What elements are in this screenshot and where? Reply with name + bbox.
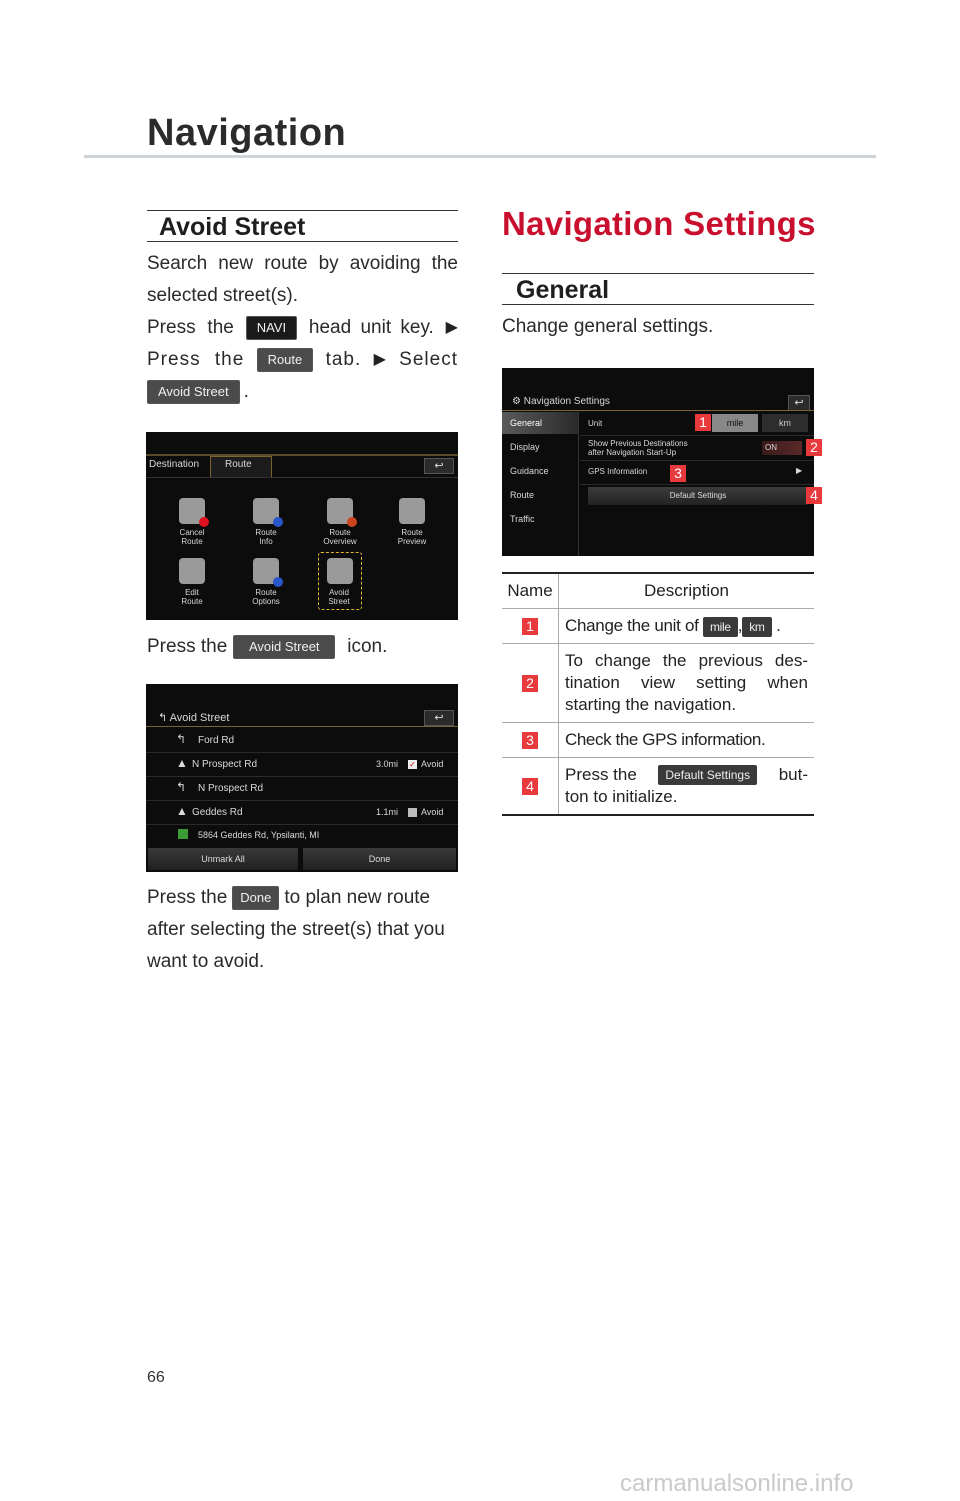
destination-address: 5864 Geddes Rd, Ypsilanti, MI <box>198 830 320 840</box>
row-text: To change the previous des- <box>565 651 808 670</box>
step-text: to plan new route <box>284 887 431 908</box>
avoid-street-icon <box>327 558 353 584</box>
km-button: km <box>742 617 771 637</box>
settings-screenshot <box>502 368 814 556</box>
menu-item-route: Route <box>510 490 535 500</box>
row-text: . <box>776 616 781 635</box>
step-done <box>147 882 430 914</box>
mile-button: mile <box>703 617 738 637</box>
menu-item-traffic: Traffic <box>510 514 535 524</box>
done-button: Done <box>303 848 456 870</box>
page-number: 66 <box>147 1369 165 1386</box>
tab-destination: Destination <box>149 459 200 470</box>
route-menu-screenshot <box>146 432 458 620</box>
route-tab-button: Route <box>257 348 314 372</box>
edit-route-icon <box>179 558 205 584</box>
step-text: Press the <box>147 636 228 657</box>
callout-2: 2 <box>806 439 822 456</box>
divider <box>146 824 458 825</box>
cancel-route-icon <box>179 498 205 524</box>
step-text: . <box>243 381 249 402</box>
turn-left-icon: ↰ <box>176 732 187 746</box>
step-text: Press the <box>147 887 228 908</box>
checkbox-checked-icon: ✓ <box>409 760 416 769</box>
avoid-label: Avoid <box>421 807 444 817</box>
gps-label: GPS Information <box>588 467 648 476</box>
street-name: Ford Rd <box>198 735 235 746</box>
navi-key-button: NAVI <box>246 316 297 340</box>
route-options-label: Route Options <box>252 588 280 606</box>
edit-route-label: Edit Route <box>181 588 203 606</box>
done-button: Done <box>232 886 279 910</box>
street-name: N Prospect Rd <box>192 759 258 770</box>
row-number: 2 <box>522 675 538 692</box>
road-icon: ▲ <box>176 804 188 818</box>
settings-table <box>502 572 814 816</box>
divider <box>146 752 458 753</box>
col-description-header: Description <box>559 573 815 609</box>
divider <box>146 800 458 801</box>
route-preview-label: Route Preview <box>397 528 427 546</box>
destination-flag-icon <box>178 829 188 839</box>
intro-line-2: selected street(s). <box>147 285 298 306</box>
intro-line-1: Search new route by avoiding the <box>147 253 458 274</box>
title-divider <box>84 155 876 158</box>
step-press-icon <box>147 631 387 663</box>
back-icon: ↩ <box>424 458 454 474</box>
row-text: ton to initialize. <box>565 787 678 806</box>
done-line-2: after selecting the street(s) that you <box>147 919 445 940</box>
row-text: Check the GPS information. <box>559 723 815 758</box>
back-icon: ↩ <box>424 710 454 726</box>
page-title: Navigation <box>147 112 347 154</box>
row-number: 4 <box>522 778 538 795</box>
turn-left-icon: ↰ <box>176 780 187 794</box>
step-avoid <box>147 376 249 408</box>
settings-title: ⚙ Navigation Settings <box>512 396 610 407</box>
chevron-right-icon: ▶ <box>796 466 803 475</box>
route-info-label: Route Info <box>255 528 277 546</box>
street-distance: 3.0mi <box>376 759 399 769</box>
table-row <box>502 723 814 758</box>
avoid-street-list-screenshot <box>146 684 458 872</box>
street-distance: 1.1mi <box>376 807 399 817</box>
road-icon: ▲ <box>176 756 188 770</box>
step-text: tab. <box>325 349 362 370</box>
back-icon: ↩ <box>788 395 810 411</box>
route-options-icon <box>253 558 279 584</box>
avoid-street-heading: Avoid Street <box>147 210 458 242</box>
row-text: , <box>737 616 743 635</box>
tab-route: Route <box>225 459 252 470</box>
divider <box>146 726 458 727</box>
route-info-icon <box>253 498 279 524</box>
callout-4: 4 <box>806 487 822 504</box>
step-route <box>147 344 458 376</box>
row-text: Press the <box>565 765 637 784</box>
general-heading: General <box>502 273 814 305</box>
default-settings-button: Default Settings <box>588 487 808 505</box>
avoid-street-label: Avoid Street <box>328 588 350 606</box>
mile-button: mile <box>712 414 758 432</box>
avoid-screen-title: ↰ Avoid Street <box>158 712 230 724</box>
step-text: head unit key. <box>308 317 434 338</box>
table-row <box>502 609 814 644</box>
step-text: Press the <box>147 349 245 370</box>
step-navi <box>147 312 458 344</box>
default-settings-button: Default Settings <box>658 765 757 785</box>
step-text: Select <box>399 349 458 370</box>
step-text: the <box>207 317 234 338</box>
avoid-street-button: Avoid Street <box>147 380 240 404</box>
table-row <box>502 644 814 723</box>
km-button: km <box>762 414 808 432</box>
on-toggle: ON <box>762 441 802 455</box>
unmark-all-button: Unmark All <box>148 848 298 870</box>
route-overview-label: Route Overview <box>323 528 357 546</box>
arrow-icon: ▶ <box>373 351 387 368</box>
step-text: icon. <box>347 636 388 657</box>
arrow-icon: ▶ <box>445 319 458 336</box>
row-text: but- <box>778 765 808 784</box>
route-preview-icon <box>399 498 425 524</box>
cancel-route-label: Cancel Route <box>179 528 205 546</box>
done-line-3: want to avoid. <box>147 951 265 972</box>
divider <box>580 435 814 436</box>
row-number: 1 <box>522 618 538 635</box>
col-name-header: Name <box>502 573 559 609</box>
row-text: starting the navigation. <box>565 695 737 714</box>
callout-3: 3 <box>670 465 686 482</box>
street-name: Geddes Rd <box>192 807 243 818</box>
menu-item-display: Display <box>510 442 540 452</box>
tab-underline <box>146 454 458 456</box>
watermark: carmanualsonline.info <box>620 1470 854 1497</box>
section-title: Navigation Settings <box>502 205 816 242</box>
divider <box>146 776 458 777</box>
callout-1: 1 <box>695 414 711 431</box>
table-row <box>502 758 814 816</box>
row-text: Change the unit of <box>565 616 699 635</box>
general-description: Change general settings. <box>502 316 714 337</box>
unit-label: Unit <box>588 419 603 428</box>
row-number: 3 <box>522 732 538 749</box>
divider <box>580 484 814 485</box>
avoid-label: Avoid <box>421 759 444 769</box>
route-overview-icon <box>327 498 353 524</box>
menu-item-general: General <box>510 418 543 428</box>
prev-dest-label: Show Previous Destinations after Navigation Start-Up <box>588 439 688 457</box>
street-name: N Prospect Rd <box>198 783 264 794</box>
step-text: Press <box>147 317 196 338</box>
checkbox-icon <box>408 808 417 817</box>
menu-item-guidance: Guidance <box>510 466 549 476</box>
gear-icon: ⚙ <box>512 396 521 407</box>
avoid-street-button: Avoid Street <box>233 635 335 659</box>
divider <box>146 477 458 478</box>
row-text: tination view setting when <box>565 673 808 692</box>
divider <box>580 460 814 461</box>
